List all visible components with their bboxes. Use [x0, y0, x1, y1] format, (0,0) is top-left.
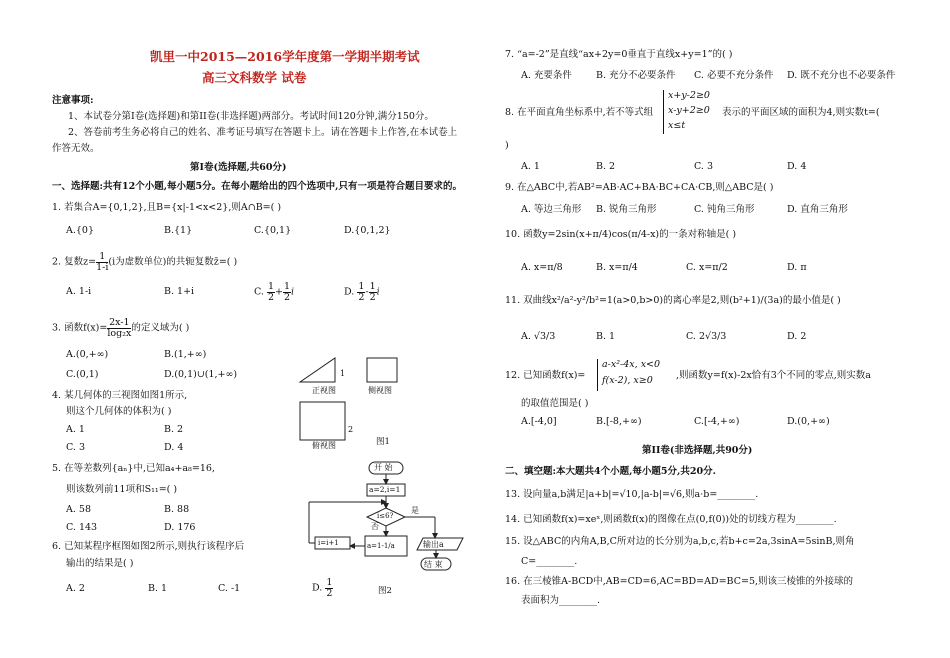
question-6-b: 输出的结果是( ): [66, 558, 134, 569]
part2-heading: 第II卷(非选择题,共90分): [642, 445, 753, 456]
q1-option-c: C.{0,1}: [254, 225, 292, 236]
question-5-b: 则该数列前11项和S₁₁=( ): [66, 484, 178, 495]
q9-option-a: A. 等边三角形: [521, 204, 582, 215]
q2-den: 1-i: [96, 261, 109, 273]
note-2: 2、答卷前考生务必将自己的姓名、准考证号填写在答题卡上。请在答题卡上作答,在本试卷上: [68, 127, 458, 138]
q5-option-b: B. 88: [164, 504, 190, 515]
q6-option-d: D. $\frac{1}{2}$: [312, 577, 333, 599]
front-view-shape: [300, 358, 335, 382]
q2-c-label: C.: [254, 286, 264, 298]
question-16-b: 表面积为________.: [521, 595, 601, 606]
part1-heading: 第I卷(选择题,共60分): [190, 162, 287, 173]
q9-option-d: D. 直角三角形: [787, 204, 848, 215]
q5-option-d: D. 176: [164, 522, 196, 533]
q5-option-c: C. 143: [66, 522, 98, 533]
q1-option-b: B.{1}: [164, 225, 193, 236]
q4-option-d: D. 4: [164, 442, 184, 453]
question-4-b: 则这个几何体的体积为( ): [66, 406, 172, 417]
q7-option-d: D. 既不充分也不必要条件: [787, 70, 896, 81]
flow-start-label: 开 始: [374, 463, 393, 472]
q2-c-op: +: [275, 286, 283, 298]
q12-brace: [597, 359, 598, 391]
q2-option-a: A. 1-i: [66, 286, 92, 297]
q3-option-b: B.(1,+∞): [164, 349, 207, 360]
q8-option-c: C. 3: [694, 161, 714, 172]
q11-option-b: B. 1: [596, 331, 616, 342]
q2-option-c: [254, 282, 294, 302]
question-5: 5. 在等差数列{aₙ}中,已知a₄+a₈=16,: [52, 463, 215, 474]
question-12-c: 的取值范围是( ): [521, 398, 589, 409]
q7-option-c: C. 必要不充分条件: [694, 70, 774, 81]
q2-c-n2: 1: [284, 281, 291, 292]
q6-option-a: A. 2: [66, 583, 85, 594]
q10-option-b: B. x=π/4: [596, 262, 638, 273]
q2-c-i: i: [291, 286, 295, 298]
q11-option-a: A. √3/3: [521, 331, 556, 342]
q2-d-d2: 2: [369, 291, 376, 303]
q3-option-a: A.(0,+∞): [66, 349, 109, 360]
question-15-b: C=________.: [521, 556, 578, 567]
q9-option-c: C. 钝角三角形: [694, 204, 755, 215]
q2-d-op: -: [365, 286, 369, 298]
q3-option-d: D.(0,1)∪(1,+∞): [164, 369, 238, 380]
q3-num: 2x-1: [109, 317, 130, 328]
flow-assign-label: a=1-1/a: [367, 542, 395, 550]
q12-option-a: A.[-4,0]: [521, 416, 557, 427]
question-13: 13. 设向量a,b满足|a+b|=√10,|a-b|=√6,则a·b=________.: [505, 489, 759, 500]
q12-option-d: D.(0,+∞): [787, 416, 830, 427]
question-2: [52, 252, 237, 272]
question-10: 10. 函数y=2sin(x+π/4)cos(π/4-x)的一条对称轴是( ): [505, 229, 737, 240]
fig1-top-label: 俯视图: [312, 441, 336, 450]
notes-title: 注意事项:: [52, 95, 94, 106]
q1-option-d: D.{0,1,2}: [344, 225, 391, 236]
fig1-front-label: 正视图: [312, 386, 336, 395]
question-8-c: ): [505, 140, 509, 151]
q12-option-b: B.[-8,+∞): [596, 416, 642, 427]
flow-cond-label: i≤6?: [377, 512, 394, 520]
q8-option-b: B. 2: [596, 161, 616, 172]
question-9: 9. 在△ABC中,若AB²=AB·AC+BA·BC+CA·CB,则△ABC是( ): [505, 182, 774, 193]
question-16: 16. 在三棱锥A-BCD中,AB=CD=6,AC=BD=AD=BC=5,则该三棱锥的外接球的: [505, 576, 854, 587]
q2-d-label: D.: [344, 286, 355, 298]
section2-heading: 二、填空题:本大题共4个小题,每小题5分,共20分.: [505, 466, 716, 477]
question-8-b: 表示的平面区域的面积为4,则实数t=(: [722, 107, 880, 118]
q2-c-d1: 2: [267, 291, 275, 303]
q8-ineq-1: x+y-2≥0: [668, 90, 710, 101]
side-view-shape: [367, 358, 397, 382]
q8-option-d: D. 4: [787, 161, 807, 172]
q11-option-d: D. 2: [787, 331, 807, 342]
q3-stem-b: 的定义域为( ): [131, 322, 190, 334]
q8-option-a: A. 1: [521, 161, 540, 172]
q2-option-b: B. 1+i: [164, 286, 195, 297]
q2-num: 1: [96, 252, 108, 263]
fig2-caption: 图2: [378, 586, 392, 596]
q2-d-d1: 2: [358, 291, 365, 303]
flow-end-label: 结 束: [424, 560, 443, 569]
exam-title: 凯里一中2015—2016学年度第一学期半期考试: [150, 49, 420, 64]
q2-d-i: i: [376, 286, 380, 298]
q12-option-c: C.[-4,+∞): [694, 416, 740, 427]
question-8: 8. 在平面直角坐标系中,若不等式组: [505, 107, 654, 118]
q1-option-a: A.{0}: [66, 225, 95, 236]
fig1-dim-1: 1: [340, 369, 346, 378]
flow-no-label: 否: [371, 522, 379, 531]
question-11: 11. 双曲线x²/a²-y²/b²=1(a>0,b>0)的离心率是2,则(b²+1)/(3a)的最小值是( ): [505, 295, 841, 306]
question-4: 4. 某几何体的三视图如图1所示,: [52, 390, 188, 401]
flow-output-label: 输出a: [423, 540, 444, 549]
top-view-shape: [300, 402, 345, 440]
q2-c-n1: 1: [267, 281, 275, 292]
question-1: 1. 若集合A={0,1,2},且B={x|-1<x<2},则A∩B=( ): [52, 202, 282, 213]
question-3: [52, 318, 189, 338]
fig1-caption: 图1: [376, 437, 390, 447]
section1-heading: 一、选择题:共有12个小题,每小题5分。在每小题给出的四个选项中,只有一项是符合题目要求的。: [52, 181, 462, 192]
q11-option-c: C. 2√3/3: [686, 331, 727, 342]
q6-option-b: B. 1: [148, 583, 168, 594]
q12-case-2: f(x-2), x≥0: [602, 375, 653, 386]
q7-option-a: A. 充要条件: [521, 70, 572, 81]
q8-ineq-3: x≤t: [668, 120, 686, 131]
q3-fraction: [107, 318, 131, 338]
q2-c-d2: 2: [284, 291, 291, 303]
q6-option-c: C. -1: [218, 583, 241, 594]
q4-option-a: A. 1: [66, 424, 85, 435]
q10-option-a: A. x=π/8: [521, 262, 563, 273]
question-14: 14. 已知函数f(x)=xeˣ,则函数f(x)的图像在点(0,f(0))处的切线方程为________.: [505, 514, 837, 525]
q9-option-b: B. 锐角三角形: [596, 204, 657, 215]
q3-den: log₂x: [107, 327, 132, 339]
question-15: 15. 设△ABC的内角A,B,C所对边的长分别为a,b,c,若b+c=2a,3sinA=5sinB,则角: [505, 536, 855, 547]
question-6: 6. 已知某程序框图如图2所示,则执行该程序后: [52, 541, 245, 552]
exam-subtitle: 高三文科数学 试卷: [202, 70, 307, 85]
q3-stem: 3. 函数f(x)=: [52, 322, 108, 334]
q2-d-n2: 1: [369, 281, 376, 292]
q12-case-1: a-x²-4x, x<0: [602, 359, 661, 370]
q2-stem: 2. 复数z=: [52, 256, 97, 268]
q4-option-c: C. 3: [66, 442, 86, 453]
figure-1-three-views: [290, 350, 430, 450]
question-12: 12. 已知函数f(x)=: [505, 370, 586, 381]
question-12-b: ,则函数y=f(x)-2x恰有3个不同的零点,则实数a: [676, 370, 871, 381]
q8-ineq-2: x-y+2≥0: [668, 105, 710, 116]
fig1-dim-2: 2: [348, 425, 354, 434]
q2-stem-b: (i为虚数单位)的共轭复数z̄=( ): [108, 256, 238, 268]
q10-option-d: D. π: [787, 262, 807, 273]
flow-init-label: a=2,i=1: [369, 485, 401, 494]
q6-d-label: D.: [312, 582, 323, 594]
flow-increment-label: i=i+1: [318, 539, 339, 547]
q2-fraction: [96, 252, 108, 272]
q5-option-a: A. 58: [66, 504, 91, 515]
fig1-side-label: 侧视图: [368, 386, 392, 395]
q8-brace: [663, 90, 664, 134]
q7-option-b: B. 充分不必要条件: [596, 70, 676, 81]
note-1: 1、本试卷分第I卷(选择题)和第II卷(非选择题)两部分。考试时间120分钟,满分150分。: [68, 111, 434, 122]
question-7: 7. “a=-2”是直线“ax+2y=0垂直于直线x+y=1”的( ): [505, 49, 733, 60]
q2-option-d: [344, 282, 380, 302]
q2-d-n1: 1: [358, 281, 365, 292]
note-2-cont: 作答无效。: [52, 143, 100, 154]
q4-option-b: B. 2: [164, 424, 184, 435]
flow-yes-label: 是: [411, 506, 419, 515]
q10-option-c: C. x=π/2: [686, 262, 728, 273]
q3-option-c: C.(0,1): [66, 369, 99, 380]
